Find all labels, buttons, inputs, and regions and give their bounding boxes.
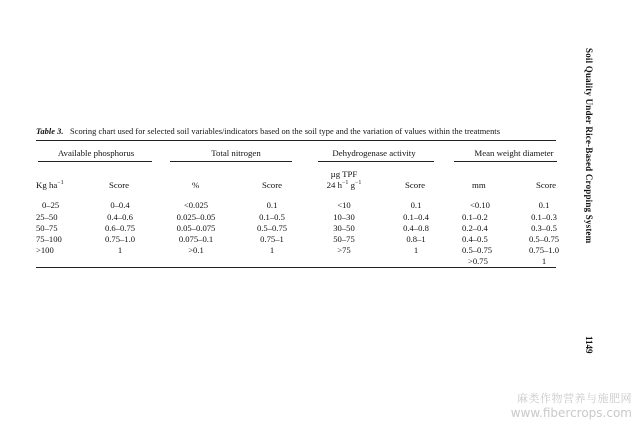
- table-cell: 50–75: [333, 234, 355, 244]
- table-cell: 0.1–0.4: [403, 212, 429, 222]
- group-rule-dehydrogenase: [318, 161, 434, 162]
- table-label: Table 3.: [36, 127, 64, 136]
- table-cell: 0.5–0.75: [528, 234, 560, 244]
- table-cell: 0.1: [410, 200, 422, 210]
- column-header-p-unit: Kg $ha^{-1}$: [36, 180, 64, 190]
- table-cell: 0.4–0.5: [462, 234, 488, 244]
- column-header-n-score: Score: [262, 180, 283, 190]
- table-cell: 25–50: [36, 212, 58, 222]
- column-header-m-unit: mm: [472, 180, 486, 190]
- table-cell: 0.75–1.0: [528, 245, 560, 255]
- table-cell: 10–30: [333, 212, 355, 222]
- group-header-mwd: Mean weight diameter: [474, 148, 554, 158]
- table-bottom-rule: [36, 267, 556, 268]
- table-cell: 1: [117, 245, 123, 255]
- table-cell: 0.05–0.075: [176, 223, 216, 233]
- table-cell: 0.1–0.3: [531, 212, 557, 222]
- table-cell: >75: [337, 245, 351, 255]
- group-header-nitrogen: Total nitrogen: [211, 148, 261, 158]
- table-cell: 0.4–0.6: [107, 212, 133, 222]
- table-cell: <0.025: [183, 200, 209, 210]
- table-cell: 0.5–0.75: [462, 245, 493, 255]
- table-cell: 75–100: [36, 234, 62, 244]
- table-cell: 0.2–0.4: [462, 223, 488, 233]
- table-cell: 0–0.4: [110, 200, 130, 210]
- column-header-p-score: Score: [109, 180, 130, 190]
- table-cell: >0.1: [188, 245, 204, 255]
- group-header-dehydrogenase: Dehydrogenase activity: [332, 148, 416, 158]
- page-number: 1149: [584, 336, 594, 354]
- table-cell: 0.1: [538, 200, 550, 210]
- table-cell: 0.1: [266, 200, 278, 210]
- table-cell: 1: [413, 245, 419, 255]
- column-header-d-unit: µg TPF 24 $h^{-1}$ $g^{-1}$: [326, 169, 362, 190]
- table-cell: <0.10: [470, 200, 490, 210]
- table-cell: 0.3–0.5: [531, 223, 557, 233]
- table-cell: 0.075–0.1: [178, 234, 214, 244]
- table-cell: 30–50: [333, 223, 355, 233]
- group-header-phosphorus: Available phosphorus: [57, 148, 135, 158]
- table-top-rule: [36, 140, 556, 141]
- table-cell: 0–25: [42, 200, 60, 210]
- table-cell: >0.75: [468, 256, 488, 266]
- table-cell: >100: [36, 245, 54, 255]
- table-cell: 0.75–1: [260, 234, 284, 244]
- table-cell: 0.1–0.2: [462, 212, 488, 222]
- column-header-n-unit: %: [192, 180, 200, 190]
- group-rule-nitrogen: [170, 161, 292, 162]
- group-rule-phosphorus: [38, 161, 152, 162]
- table-caption: [36, 127, 556, 136]
- table-cell: <10: [337, 200, 351, 210]
- column-header-d-score: Score: [405, 180, 426, 190]
- table-cell: 0.025–0.05: [176, 212, 216, 222]
- watermark: [511, 392, 632, 420]
- table-cell: 0.4–0.8: [403, 223, 429, 233]
- table-cell: 0.1–0.5: [259, 212, 285, 222]
- table-cell: 1: [269, 245, 275, 255]
- column-header-m-score: Score: [536, 180, 557, 190]
- table-cell: 0.5–0.75: [256, 223, 288, 233]
- table-cell: 0.75–1.0: [104, 234, 136, 244]
- watermark-line-1: 麻类作物营养与施肥网: [517, 392, 632, 405]
- table-cell: 50–75: [36, 223, 58, 233]
- running-head: Soil Quality Under Rice-Based Cropping System: [584, 48, 594, 244]
- group-rule-mwd: [454, 161, 557, 162]
- table-cell: 0.8–1: [406, 234, 426, 244]
- table-caption-text: Scoring chart used for selected soil variables/indicators based on the soil type and the variation of values within the treatments: [69, 127, 500, 136]
- watermark-line-2: www.fibercrops.com: [510, 406, 632, 420]
- table-cell: 0.6–0.75: [104, 223, 136, 233]
- table-cell: 1: [541, 256, 547, 266]
